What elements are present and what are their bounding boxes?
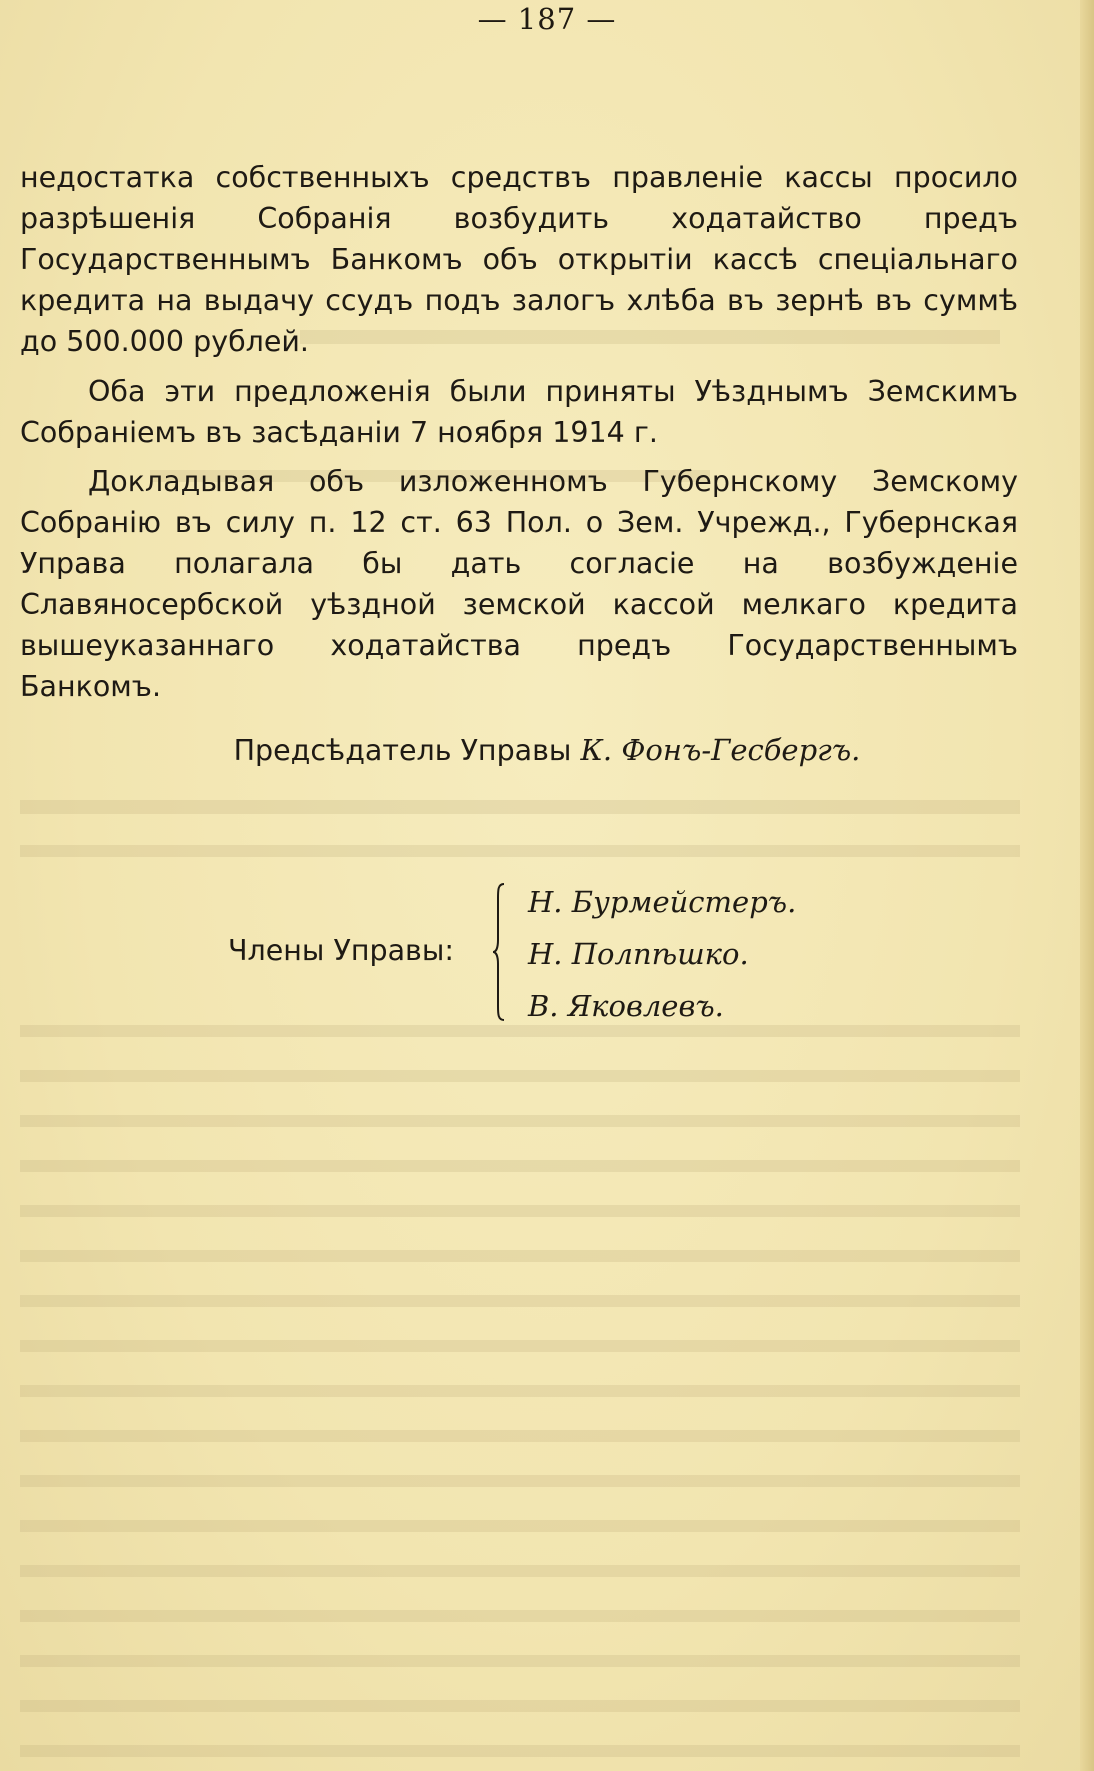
paragraph-2-text: Оба эти предложенія были приняты Уѣзднымъ Земскимъ Собраніемъ въ засѣданіи 7 ноября 1914 г. bbox=[20, 375, 1018, 449]
members-brace bbox=[492, 882, 508, 1022]
page-number: — 187 — bbox=[477, 2, 617, 36]
chairman-signature bbox=[0, 730, 1094, 771]
paragraph-3 bbox=[20, 461, 1018, 707]
paragraph-2 bbox=[20, 371, 1018, 453]
paragraph-1 bbox=[20, 157, 1018, 362]
chairman-name: К. Фонъ-Гесбергъ. bbox=[580, 733, 861, 767]
member-name: Н. Бурмейстеръ. bbox=[528, 885, 797, 919]
paragraph-1-text: недостатка собственныхъ средствъ правленіе кассы просило разрѣшенія Собранія возбудить ходатайство предъ Государственнымъ Банкомъ объ открытіи кассѣ спеціальнаго кредита на выдачу ссудъ подъ залогъ хлѣба въ зернѣ въ суммѣ до 500.000 рублей. bbox=[20, 161, 1018, 358]
members-list bbox=[528, 876, 796, 1032]
member-name: В. Яковлевъ. bbox=[528, 989, 724, 1023]
paragraph-3-text: Докладывая объ изложенномъ Губернскому Земскому Собранію въ силу п. 12 ст. 63 Пол. о Зем. Учрежд., Губернская Управа полагала бы дать согласіе на возбужденіе Славяносербской уѣздной земской кассой мелкаго кредита вышеуказаннаго ходатайства предъ Государственнымъ Банкомъ. bbox=[20, 465, 1018, 703]
chairman-title: Предсѣдатель Управы bbox=[233, 734, 572, 767]
members-label: Члены Управы: bbox=[228, 934, 454, 967]
member-name: Н. Полпѣшко. bbox=[528, 937, 749, 971]
page-edge bbox=[1080, 0, 1094, 1771]
